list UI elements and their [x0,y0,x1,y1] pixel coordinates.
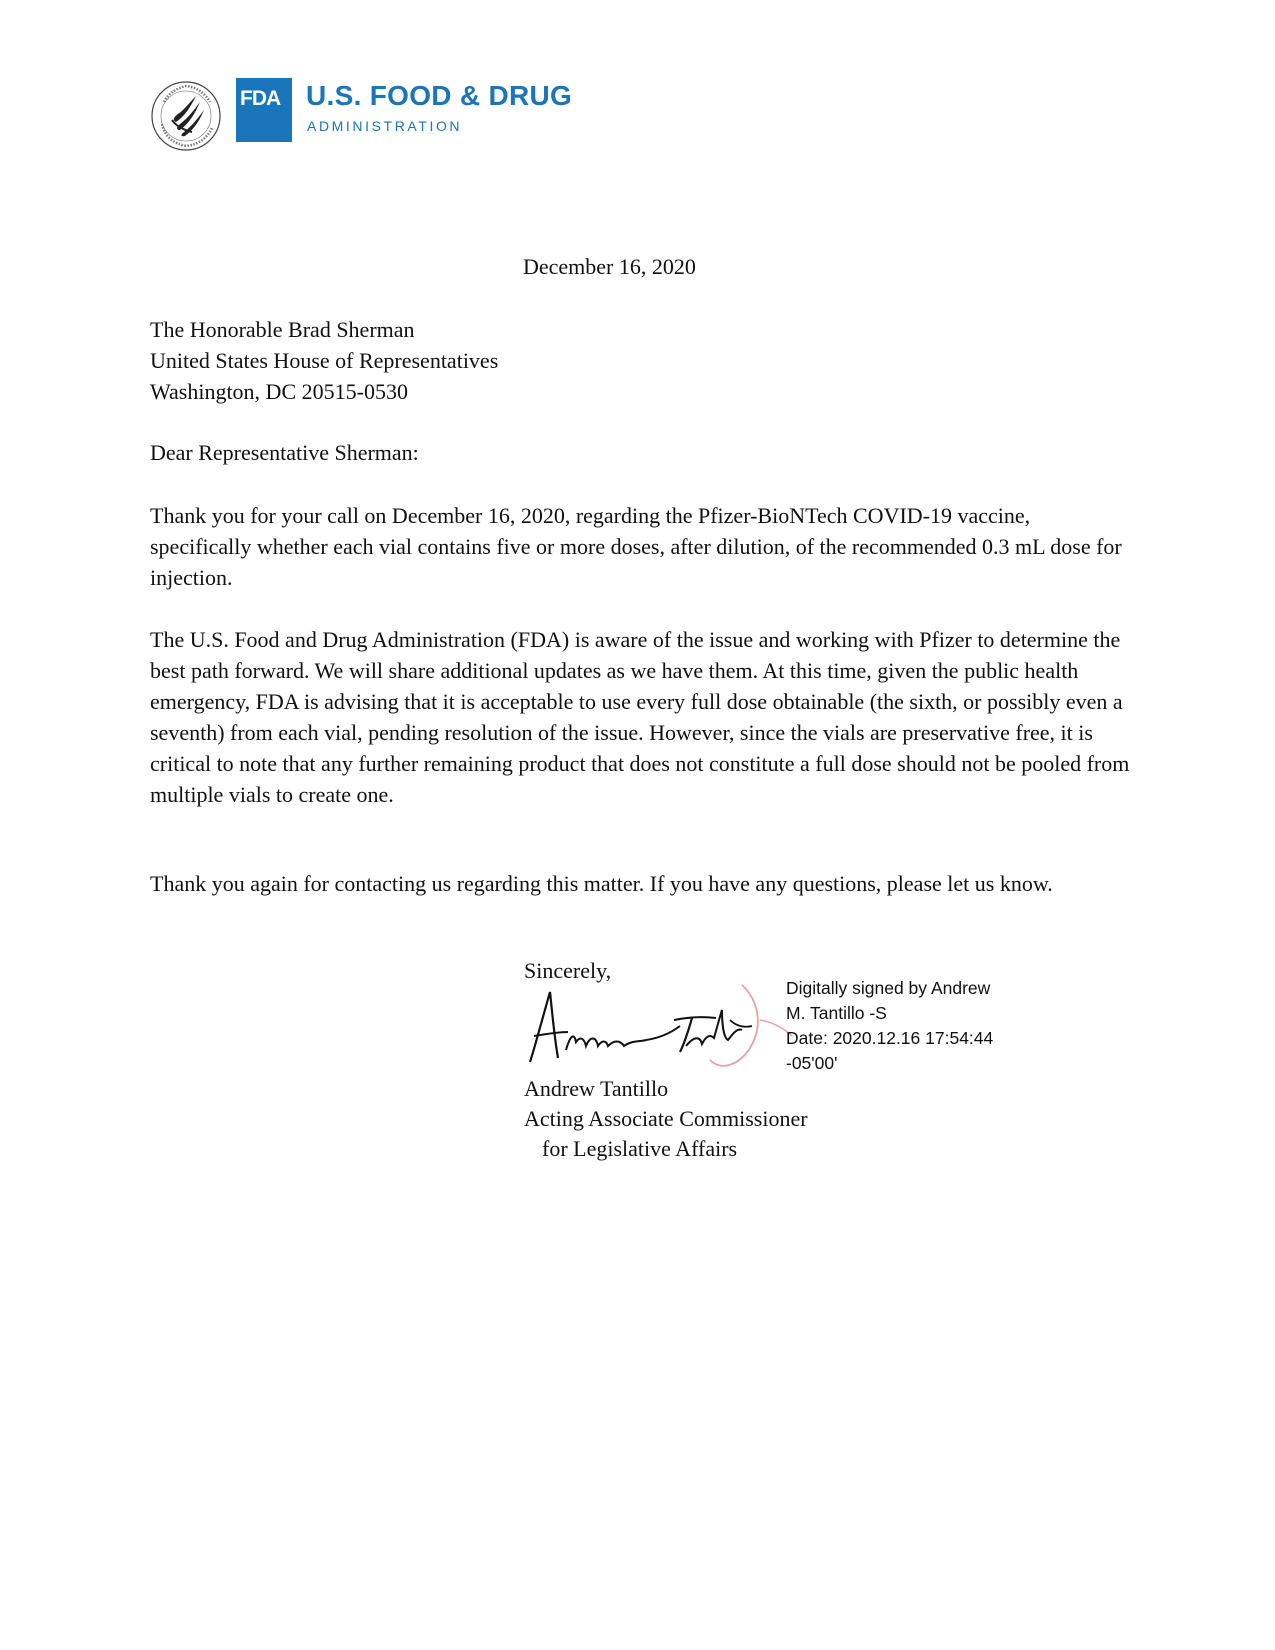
signer-title: Acting Associate Commissioner [524,1106,808,1131]
recipient-name: The Honorable Brad Sherman [150,317,415,342]
fda-logo-mark: FDA [236,78,292,142]
signer-title-continued: for Legislative Affairs [542,1136,738,1161]
body-paragraph-3: Thank you again for contacting us regarding this matter. If you have any questions, please let us know. [150,871,1053,896]
recipient-city: Washington, DC 20515-0530 [150,379,408,404]
stamp-line-4: -05'00' [786,1053,838,1073]
letterhead [150,78,573,148]
recipient-address [150,314,498,407]
body-paragraph-1: Thank you for your call on December 16, 2020, regarding the Pfizer-BioNTech COVID-19 vaccine, specifically whether each vial contains five or more doses, after dilution, of the recommended 0.3 mL dose for injection. [150,503,1122,590]
signer-name: Andrew Tantillo [524,1076,669,1101]
hhs-eagle-seal-icon [150,80,222,152]
salutation: Dear Representative Sherman: [150,440,419,465]
stamp-line-2: M. Tantillo -S [786,1003,887,1023]
digital-signature-stamp [786,976,993,1076]
stamp-line-1: Digitally signed by Andrew [786,978,991,998]
agency-subtitle: ADMINISTRATION [307,118,463,134]
recipient-office: United States House of Representatives [150,348,499,373]
signature-block [524,1074,808,1164]
stamp-line-3: Date: 2020.12.16 17:54:44 [786,1028,994,1048]
agency-name: U.S. FOOD & DRUG [306,80,573,111]
body-paragraph-2: The U.S. Food and Drug Administration (FDA) is aware of the issue and working with Pfizer to determine the best path forward. We will share additional updates as we have them. At this time, given the public health emergency, FDA is advising that it is acceptable to use every full dose obtainable (the sixth, or possibly even a seventh) from each vial, pending resolution of the issue. However, since the vials are preservative free, it is critical to note that any further remaining product that does not constitute a full dose should not be pooled from multiple vials to create one. [150,627,1130,807]
closing: Sincerely, [524,958,612,983]
letter-date: December 16, 2020 [523,254,696,279]
